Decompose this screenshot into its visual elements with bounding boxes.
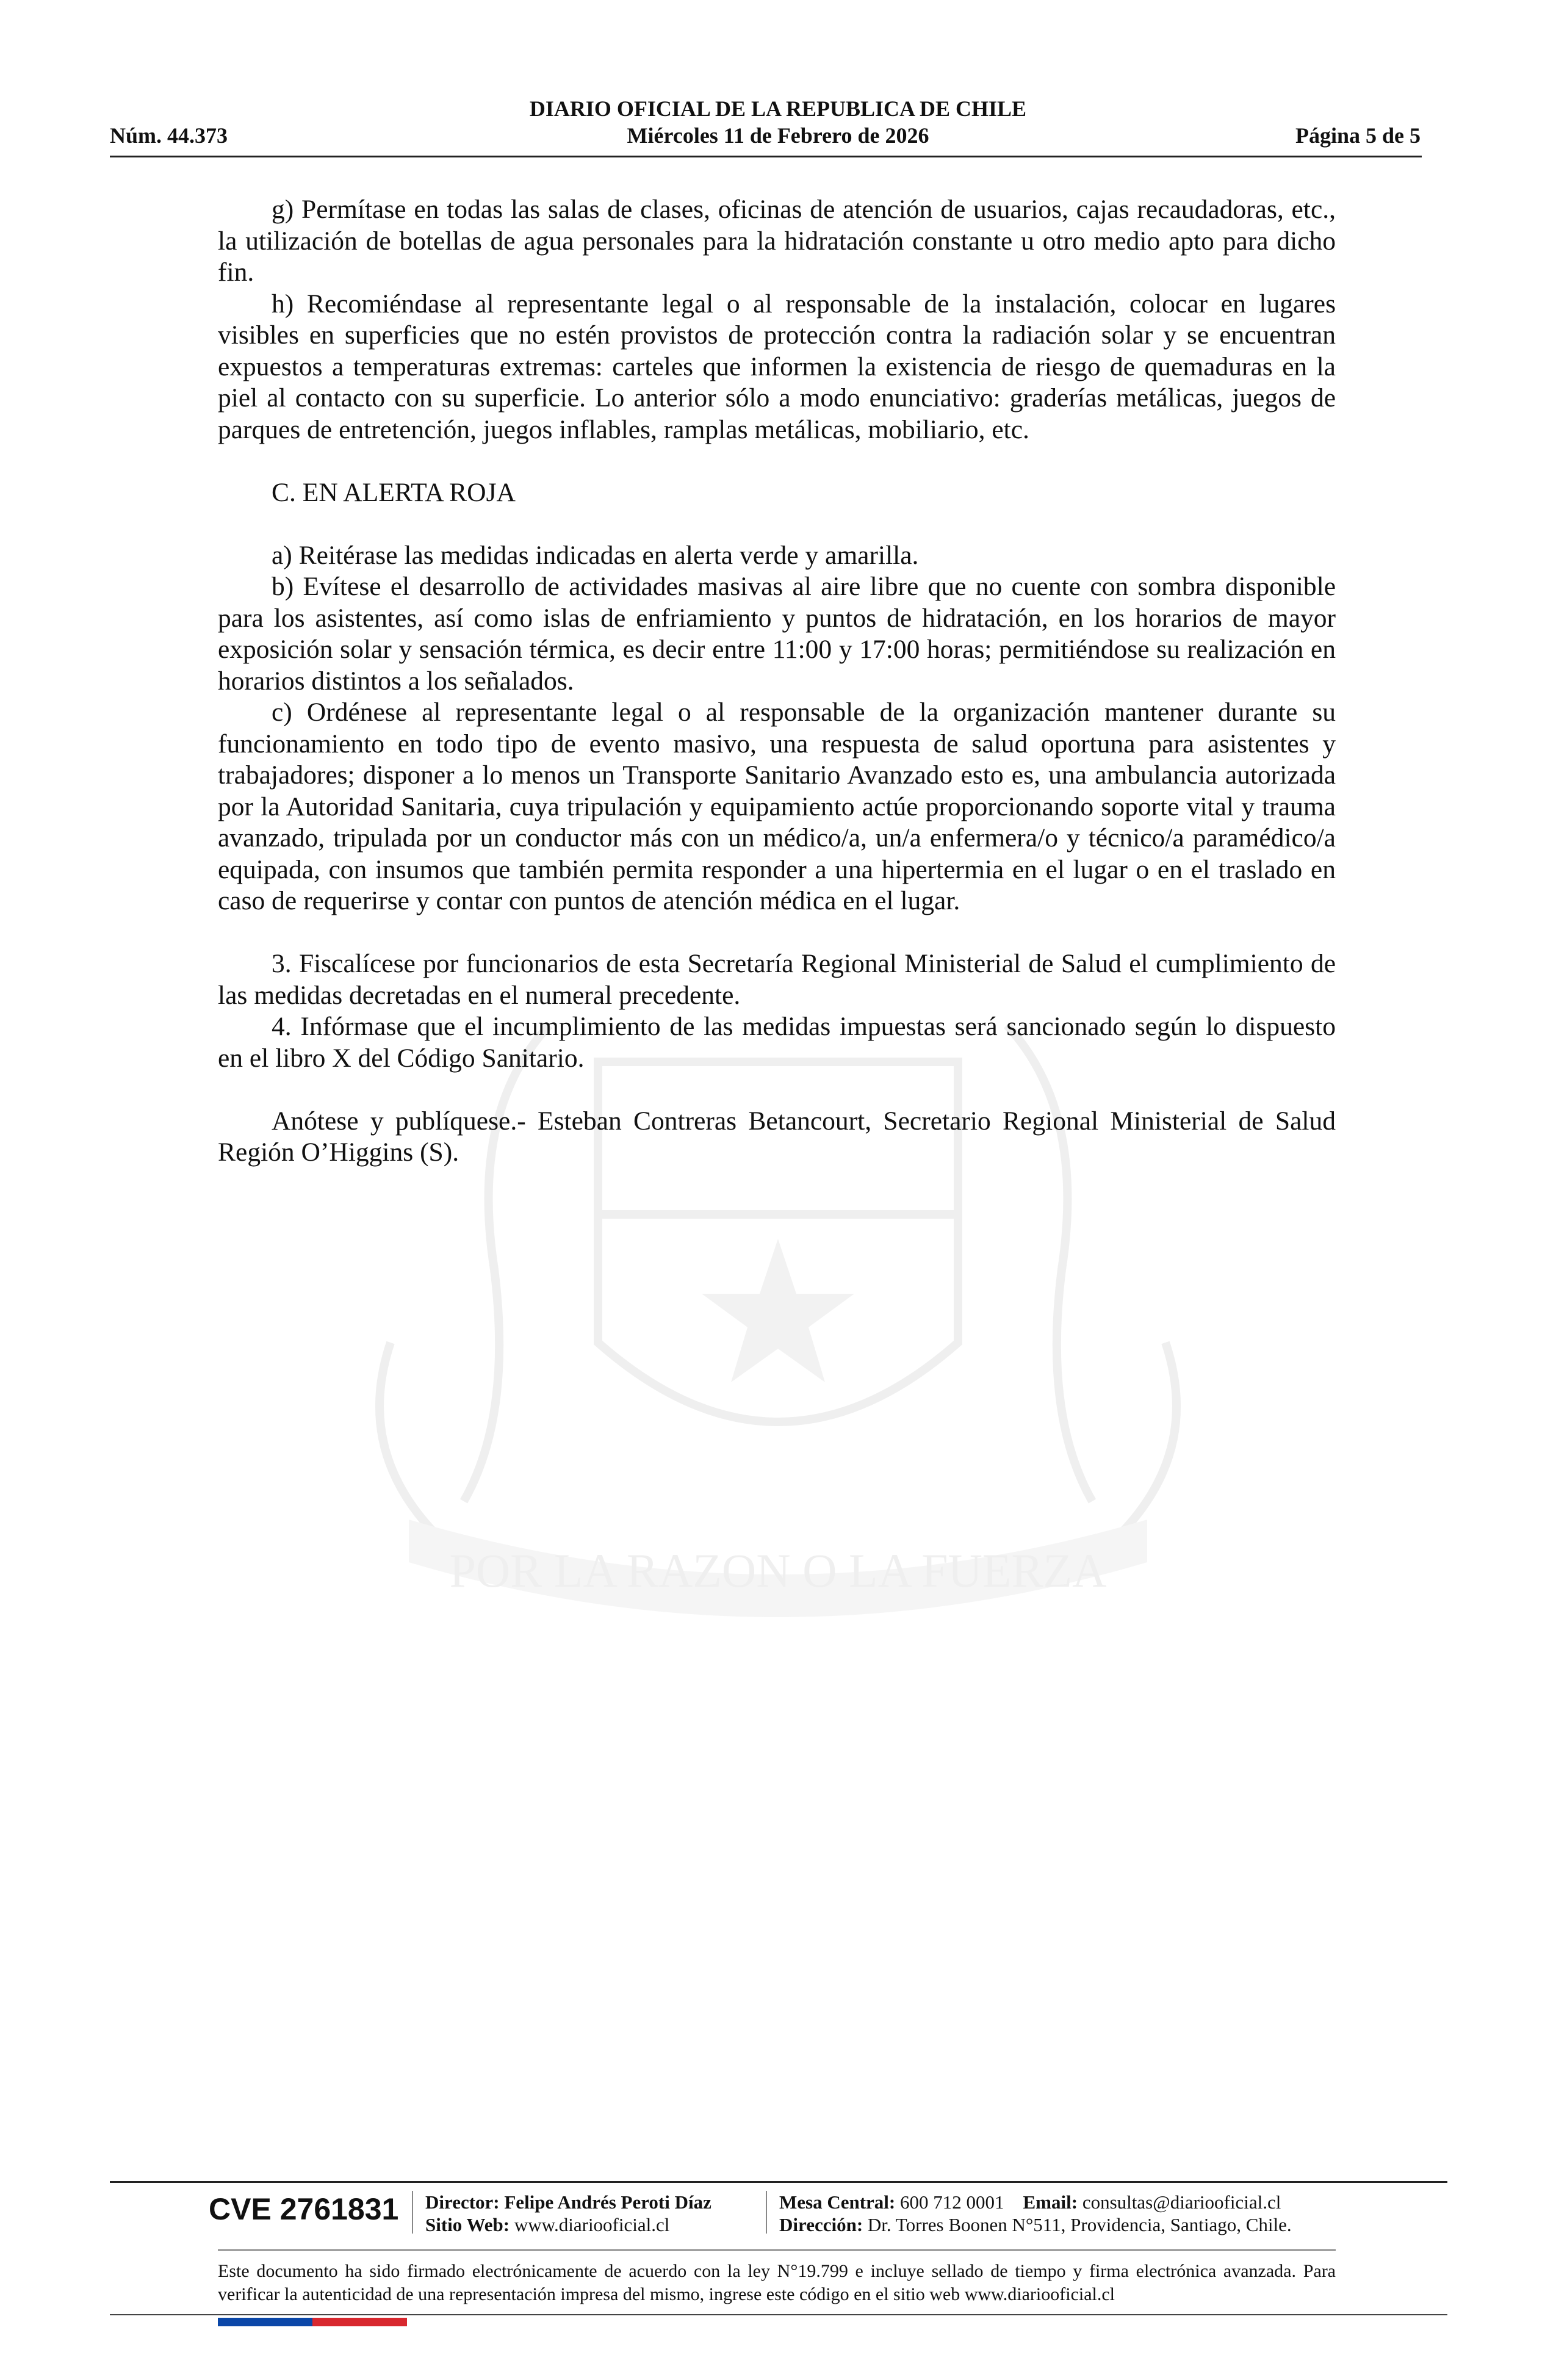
footer-director-block [425,2191,711,2236]
header-divider [110,156,1422,157]
phone-label: Mesa Central: [779,2191,896,2213]
web-link[interactable]: www.diariooficial.cl [514,2214,670,2235]
newspaper-title: DIARIO OFICIAL DE LA REPUBLICA DE CHILE [529,96,1027,121]
paragraph-g: g) Permítase en todas las salas de clases, oficinas de atención de usuarios, cajas recaudadoras, etc., la utilización de botellas de agua personales para la hidratación constante u otro medio apto para dicho fin. [218,195,1336,287]
web-label: Sitio Web: [425,2214,510,2235]
director-name: Felipe Andrés Peroti Díaz [504,2191,711,2213]
footer-separator [766,2191,767,2234]
email-label: Email: [1023,2191,1078,2213]
cve-code: CVE 2761831 [209,2192,399,2226]
flag-stripe-red [312,2318,407,2326]
footer-divider-mid [218,2249,1336,2251]
address-label: Dirección: [779,2214,863,2235]
closing-signature: Anótese y publíquese.- Esteban Contreras Betancourt, Secretario Regional Ministerial de Salud Región O’Higgins (S). [218,1106,1336,1167]
flag-stripe-blue [218,2318,312,2326]
director-label: Director: [425,2191,500,2213]
paragraph-b: b) Evítese el desarrollo de actividades masivas al aire libre que no cuente con sombra disponible para los asistentes, así como islas de enfriamiento y puntos de hidratación, en los horarios de mayor exposición solar y sensación térmica, es decir entre 11:00 y 17:00 horas; permitiéndose su realización en horarios distintos a los señalados. [218,572,1336,696]
paragraph-h: h) Recomiéndase al representante legal o al responsable de la instalación, colocar en lugares visibles en superficies que no estén provistos de protección contra la radiación solar y se encuentran expuestos a temperaturas extremas: carteles que informen la existencia de riesgo de quemaduras en la piel al contacto con su superficie. Lo anterior sólo a modo enunciativo: graderías metálicas, juegos de parques de entretención, juegos inflables, ramplas metálicas, mobiliario, etc. [218,289,1336,444]
issue-number: Núm. 44.373 [110,123,228,148]
footer-contact-block [779,2191,1292,2236]
issue-date: Miércoles 11 de Febrero de 2026 [627,123,929,148]
paragraph-c: c) Ordénese al representante legal o al responsable de la organización mantener durante su funcionamiento en todo tipo de evento masivo, una respuesta de salud oportuna para asistentes y trabajadores; disponer a lo menos un Transporte Sanitario Avanzado esto es, una ambulancia autorizada por la Autoridad Sanitaria, cuya tripulación y equipamiento actúe proporcionando soporte vital y trauma avanzado, tripulada por un conductor más con un médico/a, un/a enfermera/o y técnico/a paramédico/a equipada, con insumos que también permita responder a una hipertermia en el lugar o en el traslado en caso de requerirse y contar con puntos de atención médica en el lugar. [218,698,1336,915]
phone-value: 600 712 0001 [900,2191,1004,2213]
email-link[interactable]: consultas@diariooficial.cl [1082,2191,1281,2213]
signature-notice: Este documento ha sido firmado electrónicamente de acuerdo con la ley N°19.799 e incluye sellado de tiempo y firma electrónica avanzada. Para verificar la autenticidad de una representación impresa del mismo, ingrese este código en el sitio web www.diariooficial.cl [218,2261,1336,2304]
paragraph-a: a) Reitérase las medidas indicadas en alerta verde y amarilla. [272,540,919,570]
footer-divider-top [110,2181,1447,2183]
document-body [218,194,1336,1169]
address-value: Dr. Torres Boonen N°511, Providencia, Santiago, Chile. [867,2214,1292,2235]
footer-separator [412,2191,413,2234]
paragraph-4: 4. Infórmase que el incumplimiento de las medidas impuestas será sancionado según lo dispuesto en el libro X del Código Sanitario. [218,1012,1336,1073]
page-indicator: Página 5 de 5 [1295,123,1421,148]
motto-ribbon-text: POR LA RAZON O LA FUERZA [449,1544,1107,1597]
footer-divider-bottom [110,2314,1447,2315]
paragraph-3: 3. Fiscalícese por funcionarios de esta Secretaría Regional Ministerial de Salud el cumplimiento de las medidas decretadas en el numeral precedente. [218,949,1336,1010]
section-heading-alerta-roja: C. EN ALERTA ROJA [272,477,516,507]
